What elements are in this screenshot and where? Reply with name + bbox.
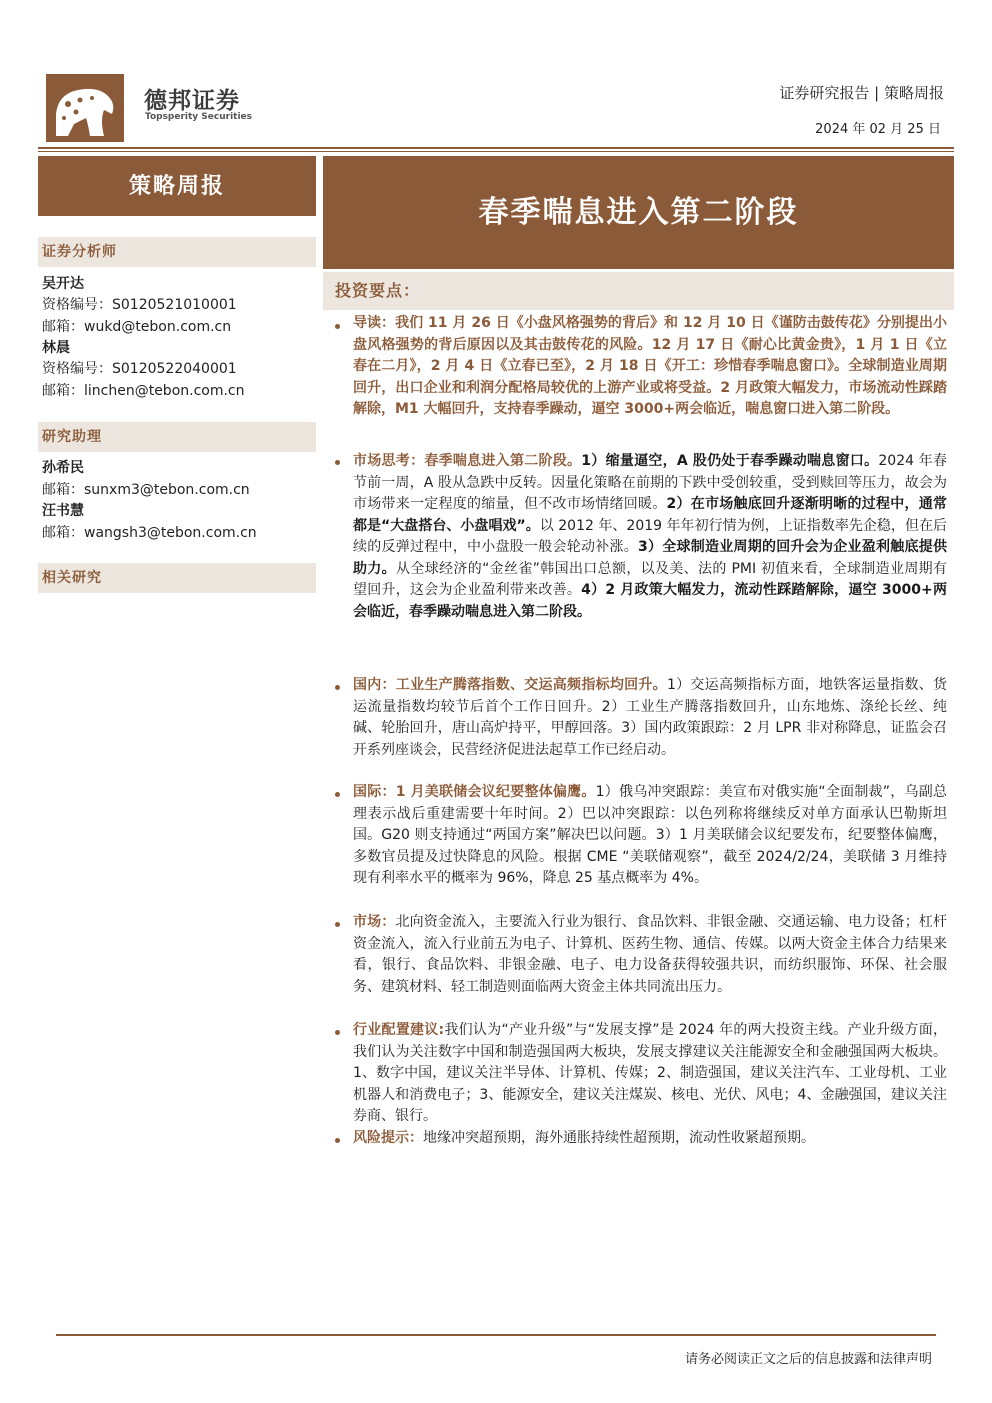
para-text: 1）交运高频指标方面，地铁客运量指数、货运流量指数均较节后首个工作日回升。2）工业生产腾落指数回升，山东地炼、涤纶长丝、纯碱、轮胎回升，唐山高炉持平，甲醇回落。3）国内政策跟踪：2 月 LPR 非对称降息，证监会召开系列座谈会，民营经济促进法起草工作已经启动。 — [353, 677, 948, 758]
analyst-email: 邮箱：wukd@tebon.com.cn — [42, 319, 232, 335]
bullet-icon — [335, 922, 340, 927]
point-2-bold: 2）在市场触底回升逐渐明晰的过程中，通常都是“大盘搭台、小盘唱戏”。 — [353, 496, 947, 534]
company-logo-icon — [46, 74, 124, 142]
paragraph-intro — [353, 313, 947, 421]
para-lead: 国际：1 月美联储会议纪要整体偏鹰。 — [353, 784, 596, 800]
paragraph-market — [353, 912, 947, 998]
para-lead: 风险提示： — [353, 1130, 423, 1146]
point-3-text: 从全球经济的“金丝雀”韩国出口总额，以及美、法的 PMI 初值来看，全球制造业周期有望回升，这会为企业盈利带来改善。 — [353, 560, 948, 598]
analyst-cert: 资格编号：S0120522040001 — [42, 361, 237, 377]
analyst-section-header: 证券分析师 — [38, 237, 316, 267]
assistant-name: 汪书慧 — [42, 503, 84, 519]
para-lead: 国内：工业生产腾落指数、交运高频指标均回升。 — [353, 677, 667, 693]
bullet-icon — [335, 685, 340, 690]
bullet-icon — [335, 324, 340, 329]
assistant-email: 邮箱：sunxm3@tebon.com.cn — [42, 482, 250, 498]
report-type-banner: 策略周报 — [38, 156, 316, 216]
para-lead: 市场： — [353, 914, 396, 930]
header-divider — [38, 147, 954, 149]
report-kind: 证券研究报告 | 策略周报 — [779, 84, 944, 102]
analyst-cert: 资格编号：S0120521010001 — [42, 297, 237, 313]
report-date: 2024 年 02 月 25 日 — [815, 122, 941, 137]
para-lead: 市场思考：春季喘息进入第二阶段。 — [353, 453, 582, 469]
paragraph-risk — [353, 1128, 947, 1150]
footer-disclaimer: 请务必阅读正文之后的信息披露和法律声明 — [684, 1352, 932, 1367]
key-points-header: 投资要点： — [323, 272, 954, 310]
assistant-name: 孙希民 — [42, 460, 84, 476]
report-title: 春季喘息进入第二阶段 — [323, 156, 954, 269]
footer-divider — [56, 1334, 936, 1336]
point-1-text: 2024 年春节前一周，A 股从急跌中反转。因量化策略在前期的下跌中受创较重，受到赎回等压力，故会为市场带来一定程度的缩量，但不改市场情绪回暖。 — [353, 453, 947, 512]
analyst-name: 吴开达 — [42, 276, 84, 292]
paragraph-allocation — [353, 1020, 947, 1128]
para-text: 1）俄乌冲突跟踪：美宣布对俄实施“全面制裁”，乌副总理表示战后重建需要十年时间。2）巴以冲突跟踪：以色列称将继续反对单方面承认巴勒斯坦国。G20 则支持通过“两国方案”解决巴以问题。3）1 月美联储会议纪要发布，纪要整体偏鹰，多数官员提及过快降息的风险。根据 CME “美联储观察”，截至 2024/2/24，美联储 3 月维持现有利率水平的概率为 96%，降息 25 基点概率为 4%。 — [353, 784, 947, 886]
bullet-icon — [335, 460, 340, 465]
analyst-name: 林晨 — [42, 340, 70, 356]
analyst-email: 邮箱：linchen@tebon.com.cn — [42, 383, 245, 399]
paragraph-market-thoughts — [353, 451, 947, 623]
related-research-header: 相关研究 — [38, 563, 316, 593]
paragraph-domestic — [353, 675, 947, 761]
bullet-icon — [335, 1030, 340, 1035]
para-text: 我们认为“产业升级”与“发展支撑”是 2024 年的两大投资主线。产业升级方面，我们认为关注数字中国和制造强国两大板块，发展支撑建议关注能源安全和金融强国两大板块。1、数字中国，建议关注半导体、计算机、传媒；2、制造强国，建议关注汽车、工业母机、工业机器人和消费电子；3、能源安全，建议关注煤炭、核电、光伏、风电；4、金融强国，建议关注券商、银行。 — [353, 1022, 947, 1124]
para-text: 地缘冲突超预期，海外通胀持续性超预期，流动性收紧超预期。 — [423, 1130, 815, 1146]
bullet-icon — [335, 792, 340, 797]
para-text: 北向资金流入，主要流入行业为银行、食品饮料、非银金融、交通运输、电力设备；杠杆资金流入，流入行业前五为电子、计算机、医药生物、通信、传媒。以两大资金主体合力结果来看，银行、食品饮料、非银金融、电子、电力设备获得较强共识，而纺织服饰、环保、社会服务、建筑材料、轻工制造则面临两大资金主体共同流出压力。 — [353, 914, 948, 995]
assistant-email: 邮箱：wangsh3@tebon.com.cn — [42, 525, 257, 541]
para-lead: 行业配置建议: — [353, 1022, 445, 1038]
point-3-bold: 3）全球制造业周期的回升会为企业盈利触底提供助力。 — [353, 539, 947, 577]
point-4-bold: 4）2 月政策大幅发力，流动性踩踏解除，逼空 3000+两会临近，春季躁动喘息进入第二阶段。 — [353, 582, 947, 620]
company-name-cn: 德邦证券 — [144, 88, 240, 114]
bullet-icon — [335, 1138, 340, 1143]
point-1-bold: 1）缩量逼空，A 股仍处于春季躁动喘息窗口。 — [581, 453, 879, 469]
intro-text: 导读：我们 11 月 26 日《小盘风格强势的背后》和 12 月 10 日《谨防击鼓传花》分别提出小盘风格强势的背后原因以及其击鼓传花的风险。12 月 17 日《耐心比黄金贵》，1 月 1 日《立春在二月》，2 月 4 日《立春已至》，2 月 18 日《开工：珍惜春季喘息窗口》。全球制造业周期回升，出口企业和利润分配格局较优的上游产业或将受益。2 月政策大幅发力，市场流动性踩踏解除，M1 大幅回升，支持春季躁动，逼空 3000+两会临近，喘息窗口进入第二阶段。 — [353, 315, 947, 417]
company-name-en: Topsperity Securities — [145, 112, 252, 122]
header-divider-thin — [38, 151, 954, 152]
assistant-section-header: 研究助理 — [38, 422, 316, 452]
point-2-text: 以 2012 年、2019 年年初行情为例，上证指数率先企稳，但在后续的反弹过程中，中小盘股一般会轮动补涨。 — [353, 517, 948, 555]
paragraph-international — [353, 782, 947, 890]
